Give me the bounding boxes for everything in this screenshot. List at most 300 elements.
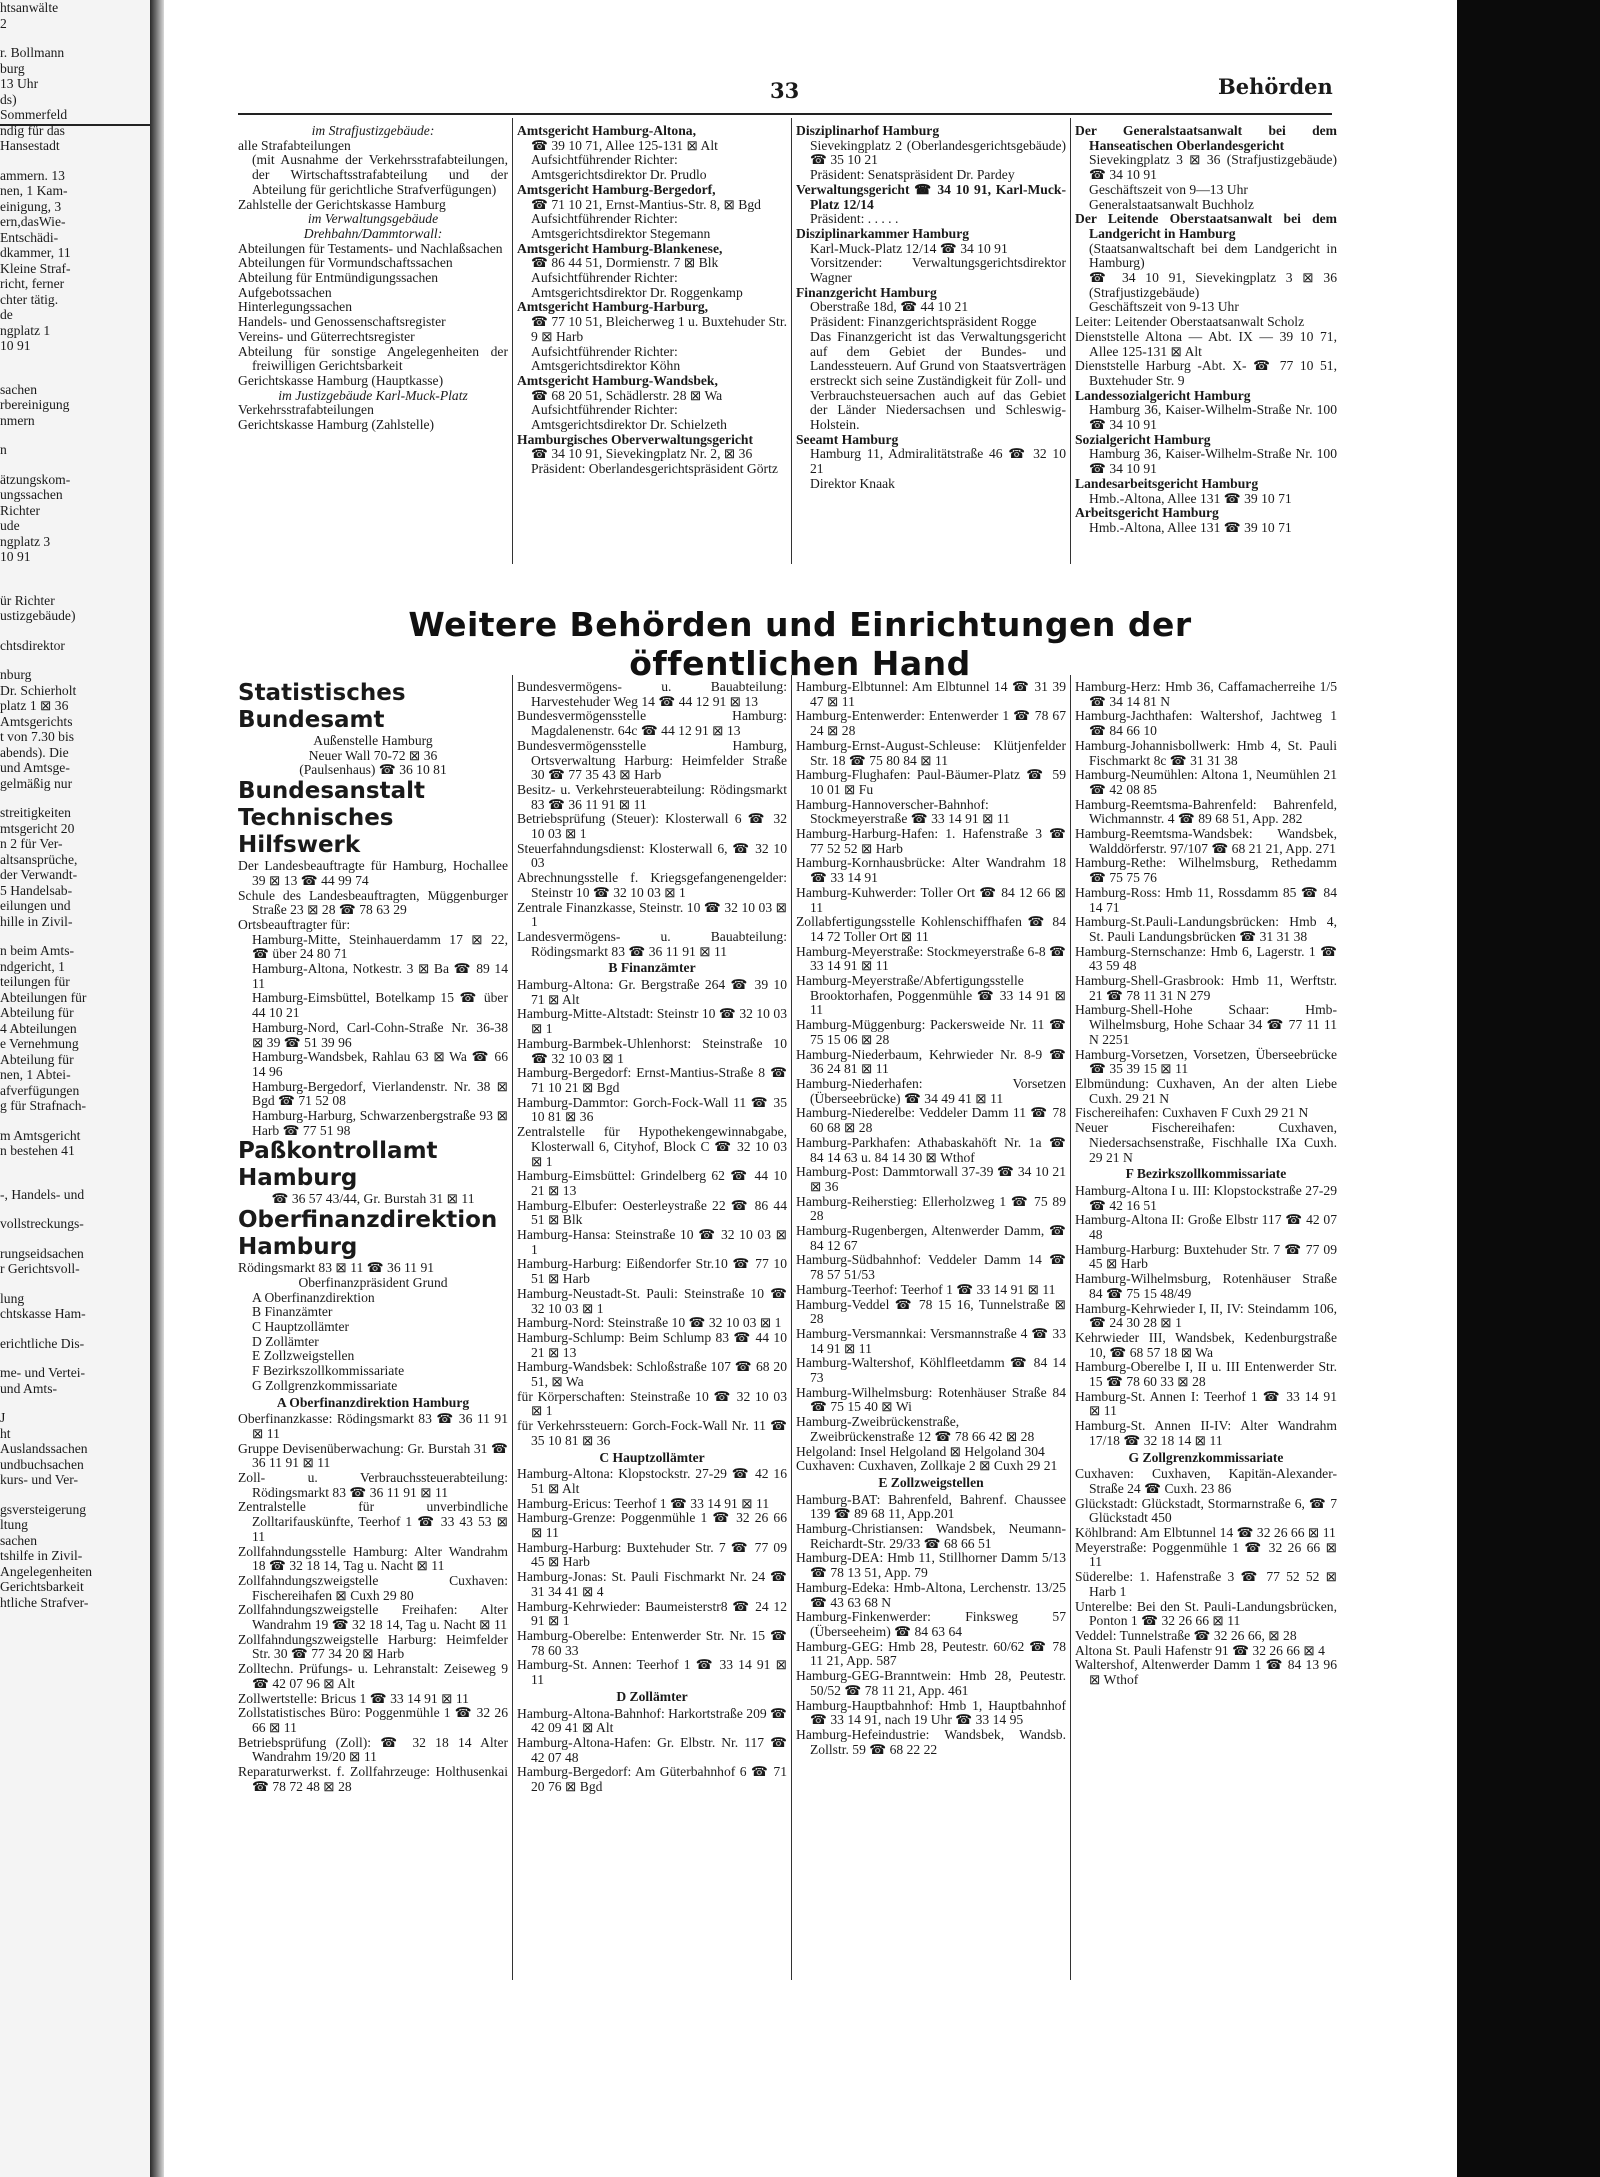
directory-entry: Hamburg-Hansa: Steinstraße 10 ☎ 32 10 03 ⊠ 1	[517, 1227, 787, 1257]
prev-page-line: 10 91	[0, 338, 31, 353]
directory-entry: Außenstelle Hamburg	[313, 733, 433, 748]
directory-entry: Hamburg-Harburg: Buxtehuder Str. 7 ☎ 77 09 45 ⊠ Harb	[1075, 1241, 1337, 1272]
directory-entry: Oberfinanzpräsident Grund	[298, 1274, 448, 1290]
directory-entry: Hinterlegungssachen	[238, 299, 353, 315]
directory-entry: Betriebsprüfung (Steuer): Klosterwall 6 ☎ 32 10 03 ⊠ 1	[517, 811, 787, 842]
directory-entry: Zoll- u. Verbrauchssteuerabteilung: Rödingsmarkt 83 ☎ 36 11 91 ⊠ 11	[238, 1470, 508, 1500]
top-column-1	[238, 124, 508, 564]
directory-entry: Generalstaatsanwalt Buchholz	[1089, 196, 1254, 212]
directory-entry: Aufsichtführender Richter:	[531, 402, 678, 418]
directory-entry: ☎ 77 10 51, Bleicherweg 1 u. Buxtehuder Str. 9 ⊠ Harb	[531, 314, 787, 344]
directory-entry: Zentralstelle für Hypothekengewinnabgabe, Klosterwall 6, Cityhof, Block C ☎ 32 10 03 ⊠ 1	[517, 1124, 787, 1169]
prev-page-line: Entschädi-	[0, 229, 59, 245]
directory-entry: Hamburg-Altona-Hafen: Gr. Elbstr. Nr. 117 ☎ 42 07 48	[517, 1734, 787, 1765]
directory-entry: Präsident: Finanzgerichtspräsident Rogge	[810, 314, 1037, 330]
prev-page-line	[0, 1351, 150, 1365]
directory-entry: Hamburg-Barmbek-Uhlenhorst: Steinstraße 10 ☎ 32 10 03 ⊠ 1	[517, 1035, 787, 1066]
prev-page-line: r Gerichtsvoll-	[0, 1261, 80, 1276]
prev-page-line: rungseidsachen	[0, 1245, 84, 1261]
entry-title: Amtsgericht Hamburg-Altona,	[517, 124, 696, 138]
prev-page-line: afverfügungen	[0, 1082, 80, 1098]
directory-entry: Gerichtskasse Hamburg (Hauptkasse)	[238, 372, 444, 388]
directory-entry: Helgoland: Insel Helgoland ⊠ Helgoland 304	[796, 1443, 1045, 1459]
directory-entry: B Finanzämter	[252, 1304, 333, 1320]
directory-entry: Abteilung für Entmündigungssachen	[238, 270, 439, 286]
prev-page-line	[0, 579, 150, 593]
prev-page-line: Abteilung für	[0, 1005, 74, 1020]
directory-entry: Hamburg-Nord, Carl-Cohn-Straße Nr. 36-38 ⊠ 39 ☎ 51 39 96	[252, 1019, 508, 1050]
directory-entry: (mit Ausnahme der Verkehrsstrafabteilungen, der Wirtschaftsstrafabteilung und der Abteilung für gerichtliche Strafverfügungen)	[252, 152, 508, 197]
prev-page-line: sachen	[0, 381, 37, 397]
directory-entry: Vorsitzender: Verwaltungsgerichtsdirektor Wagner	[810, 255, 1066, 286]
prev-page-line: tshilfe in Zivil-	[0, 1548, 83, 1563]
directory-entry: Zahlstelle der Gerichtskasse Hamburg	[238, 196, 446, 212]
prev-page-line	[0, 458, 150, 472]
prev-page-line: Dr. Schierholt	[0, 682, 77, 698]
prev-page-line: chtskasse Ham-	[0, 1306, 86, 1321]
directory-entry: Hamburg-Harburg-Hafen: 1. Hafenstraße 3 ☎ 77 52 52 ⊠ Harb	[796, 826, 1066, 856]
directory-entry: Hamburg-Reemtsma-Bahrenfeld: Bahrenfeld, Wichmannstr. 4 ☎ 89 68 51, App. 282	[1075, 796, 1337, 827]
prev-page-rule	[0, 124, 150, 126]
prev-page-line: chter tätig.	[0, 291, 59, 307]
prev-page-line: e Vernehmung	[0, 1036, 79, 1051]
directory-entry: Hamburg-Edeka: Hmb-Altona, Lerchenstr. 13/25 ☎ 43 63 68 N	[796, 1579, 1066, 1610]
directory-entry: ☎ 86 44 51, Dormienstr. 7 ⊠ Blk	[531, 255, 719, 271]
directory-entry: Hamburg-Wandsbek: Schloßstraße 107 ☎ 68 20 51, ⊠ Wa	[517, 1359, 787, 1390]
prev-page-line: nburg	[0, 667, 32, 682]
prev-page-line: ammern. 13	[0, 167, 65, 183]
prev-page-line	[0, 1114, 150, 1128]
subsection-heading: D Zollämter	[616, 1688, 688, 1704]
directory-entry: Hmb.-Altona, Allee 131 ☎ 39 10 71	[1089, 519, 1292, 535]
directory-entry: Hmb.-Altona, Allee 131 ☎ 39 10 71	[1089, 490, 1292, 506]
prev-page-line: 5 Handelsab-	[0, 882, 73, 898]
prev-page-line: abends). Die	[0, 744, 69, 760]
directory-entry: Hamburg-Johannisbollwerk: Hmb 4, St. Pauli Fischmarkt 8c ☎ 31 31 38	[1075, 737, 1337, 768]
prev-page-line: -, Handels- und	[0, 1186, 85, 1202]
directory-entry: Gruppe Devisenüberwachung: Gr. Burstah 31 ☎ 36 11 91 ⊠ 11	[238, 1440, 508, 1471]
directory-entry: Das Finanzgericht ist das Verwaltungsgericht auf dem Gebiet der Bundes- und Landessteuern. Auf Grund von Staatsverträgen erstreckt sich seine Zuständigkeit für Zoll- und Verbrauchsteuersachen auch auf das Gebiet der Länder Niedersachsen und Schleswig-Holstein.	[810, 328, 1066, 433]
directory-entry: ☎ 39 10 71, Allee 125-131 ⊠ Alt	[531, 137, 718, 153]
entry-title: Amtsgericht Hamburg-Harburg,	[517, 299, 709, 315]
directory-entry: Gerichtskasse Hamburg (Zahlstelle)	[238, 417, 435, 433]
directory-entry: Zentralstelle für unverbindliche Zolltarifauskünfte, Teerhof 1 ☎ 33 43 53 ⊠ 11	[238, 1499, 508, 1544]
directory-entry: Hamburg 36, Kaiser-Wilhelm-Straße Nr. 100 ☎ 34 10 91	[1089, 446, 1337, 477]
directory-entry: Steuerfahndungsdienst: Klosterwall 6, ☎ 32 10 03	[517, 840, 787, 871]
directory-entry: Zollstatistisches Büro: Poggenmühle 1 ☎ 32 26 66 ⊠ 11	[238, 1705, 508, 1735]
directory-entry: ☎ 34 10 91, Sievekingplatz Nr. 2, ⊠ 36	[531, 446, 753, 462]
directory-entry: Handels- und Genossenschaftsregister	[238, 314, 446, 330]
prev-page-line: altsansprüche,	[0, 851, 78, 867]
directory-entry: Hamburg-Waltershof, Köhlfleetdamm ☎ 84 14 73	[796, 1355, 1066, 1386]
directory-entry: Zollabfertigungsstelle Kohlenschiffhafen ☎ 84 14 72 Toller Ort ⊠ 11	[796, 914, 1066, 944]
scan-border	[1457, 0, 1600, 2177]
directory-entry: Hamburg-Müggenburg: Packersweide Nr. 11 ☎ 75 15 06 ⊠ 28	[796, 1017, 1066, 1047]
prev-page-line: 13 Uhr	[0, 76, 39, 91]
directory-entry: Hamburg-Schlump: Beim Schlump 83 ☎ 44 10 21 ⊠ 13	[517, 1329, 787, 1360]
directory-entry: Hamburg-Südbahnhof: Veddeler Damm 14 ☎ 78 57 51/53	[796, 1252, 1066, 1283]
directory-entry: Neuer Fischereihafen: Cuxhaven, Niedersachsenstraße, Fischhalle IXa Cuxh. 29 21 N	[1075, 1120, 1337, 1165]
directory-entry: Waltershof, Altenwerder Damm 1 ☎ 84 13 96 ⊠ Wthof	[1075, 1657, 1337, 1688]
prev-page-line: sachen	[0, 1532, 37, 1548]
directory-entry: Landesvermögens- u. Bauabteilung: Rödingsmarkt 83 ☎ 36 11 91 ⊠ 11	[517, 928, 787, 959]
directory-entry: (Paulsenhaus) ☎ 36 10 81	[299, 762, 447, 778]
directory-entry: E Zollzweigstellen	[252, 1348, 355, 1364]
directory-entry: Hamburg-Niederhafen: Vorsetzen (Überseebrücke) ☎ 34 49 41 ⊠ 11	[796, 1075, 1066, 1106]
prev-page-line: r. Bollmann	[0, 45, 65, 60]
directory-entry: Amtsgerichtsdirektor Dr. Schielzeth	[531, 417, 727, 433]
column-divider	[1070, 118, 1071, 564]
prev-page-line: 10 91	[0, 549, 31, 564]
directory-entry: Hamburg-Eimsbüttel, Botelkamp 15 ☎ über 44 10 21	[252, 990, 508, 1021]
directory-entry: Sievekingplatz 3 ⊠ 36 (Strafjustizgebäude) ☎ 34 10 91	[1089, 152, 1337, 183]
directory-entry: Hamburg-Veddel ☎ 78 15 16, Tunnelstraße ⊠ 28	[796, 1296, 1066, 1327]
organization-heading: Paßkontrollamt Hamburg	[238, 1138, 438, 1192]
directory-entry: Präsident: Oberlandesgerichtspräsident Görtz	[531, 461, 778, 477]
prev-page-line: nen, 1 Kam-	[0, 183, 68, 198]
prev-page-line: ätzungskom-	[0, 471, 71, 487]
subsection-heading: B Finanzämter	[608, 960, 696, 976]
prev-page-line: ndgericht, 1	[0, 958, 65, 974]
prev-page-line: g für Strafnach-	[0, 1098, 87, 1113]
directory-entry: Bundesvermögens- u. Bauabteilung: Harvestehuder Weg 14 ☎ 44 12 91 ⊠ 13	[517, 680, 787, 709]
directory-entry: Hamburg-Altona II: Große Elbstr 117 ☎ 42 07 48	[1075, 1212, 1337, 1243]
bottom-column-3	[796, 680, 1066, 1980]
directory-entry: Hamburg-Herz: Hmb 36, Caffamacherreihe 1/5 ☎ 34 14 81 N	[1075, 680, 1337, 709]
directory-entry: Hamburg-Shell-Hohe Schaar: Hmb-Wilhelmsburg, Hohe Schaar 34 ☎ 77 11 11 N 2251	[1075, 1002, 1337, 1047]
previous-page-fragment	[0, 0, 150, 2177]
prev-page-line: de	[0, 307, 13, 322]
prev-page-line: me- und Vertei-	[0, 1365, 86, 1380]
prev-page-line: einigung, 3	[0, 198, 62, 214]
directory-entry: Amtsgerichtsdirektor Köhn	[531, 358, 681, 374]
subsection-heading: A Oberfinanzdirektion Hamburg	[276, 1394, 470, 1410]
directory-entry: Hamburg 36, Kaiser-Wilhelm-Straße Nr. 100 ☎ 34 10 91	[1089, 402, 1337, 433]
directory-entry: Besitz- u. Verkehrsteuerabteilung: Rödingsmarkt 83 ☎ 36 11 91 ⊠ 11	[517, 781, 787, 812]
directory-entry: Hamburg-Bergedorf, Vierlandenstr. Nr. 38 ⊠ Bgd ☎ 71 52 08	[252, 1078, 508, 1109]
directory-entry: Unterelbe: Bei den St. Pauli-Landungsbrücken, Ponton 1 ☎ 32 26 66 ⊠ 11	[1075, 1598, 1337, 1629]
directory-entry: Hamburg-Meyerstraße: Stockmeyerstraße 6-8 ☎ 33 14 91 ⊠ 11	[796, 943, 1066, 974]
entry-title: Amtsgericht Hamburg-Blankenese,	[517, 240, 723, 256]
prev-page-line: ern,dasWie-	[0, 214, 66, 229]
directory-entry: Hamburg-Harburg, Schwarzenbergstraße 93 ⊠ Harb ☎ 77 51 98	[252, 1108, 508, 1138]
directory-entry: Hamburg-Elbufer: Oesterleystraße 22 ☎ 86 44 51 ⊠ Blk	[517, 1197, 787, 1228]
prev-page-line: und Amts-	[0, 1380, 58, 1396]
entry-title: Sozialgericht Hamburg	[1075, 431, 1211, 447]
prev-page-line: Auslandssachen	[0, 1441, 88, 1456]
directory-entry: A Oberfinanzdirektion	[252, 1289, 375, 1305]
directory-entry: ☎ 34 10 91, Sievekingplatz 3 ⊠ 36 (Strafjustizgebäude)	[1089, 270, 1337, 300]
prev-page-line: chtsdirektor	[0, 637, 65, 653]
directory-entry: Aufsichtführender Richter:	[531, 211, 678, 227]
top-column-2	[517, 124, 787, 564]
prev-page-line: ustizgebäude)	[0, 608, 76, 623]
directory-entry: Hamburg-Flughafen: Paul-Bäumer-Platz ☎ 59 10 01 ⊠ Fu	[796, 767, 1066, 797]
prev-page-line: Abteilung für	[0, 1051, 74, 1067]
prev-page-line: n 2 für Ver-	[0, 836, 63, 851]
prev-page-line: lung	[0, 1290, 25, 1306]
prev-page-line: ltung	[0, 1517, 28, 1532]
directory-entry: Hamburg-Reemtsma-Wandsbek: Wandsbek, Walddörferstr. 97/107 ☎ 68 21 21, App. 271	[1075, 826, 1337, 856]
directory-entry: Zollfahndungszweigstelle Cuxhaven: Fischereihafen ⊠ Cuxh 29 80	[238, 1572, 508, 1603]
directory-entry: Hamburg-Harburg: Buxtehuder Str. 7 ☎ 77 09 45 ⊠ Harb	[517, 1539, 787, 1570]
directory-entry: Der Landesbeauftragte für Hamburg, Hochallee 39 ⊠ 13 ☎ 44 99 74	[238, 858, 508, 888]
entry-title: Der Leitende Oberstaatsanwalt bei dem Landgericht in Hamburg	[1075, 211, 1337, 241]
directory-entry: Hamburg-Hauptbahnhof: Hmb 1, Hauptbahnhof ☎ 33 14 91, nach 19 Uhr ☎ 33 14 95	[796, 1697, 1066, 1728]
directory-entry: Hamburg-Post: Dammtorwall 37-39 ☎ 34 10 21 ⊠ 36	[796, 1164, 1066, 1194]
directory-entry: Hamburg-Niederbaum, Kehrwieder Nr. 8-9 ☎ 36 24 81 ⊠ 11	[796, 1046, 1066, 1077]
directory-entry: Hamburg-Sternschanze: Hmb 6, Lagerstr. 1 ☎ 43 59 48	[1075, 943, 1337, 974]
directory-entry: für Körperschaften: Steinstraße 10 ☎ 32 10 03 ⊠ 1	[517, 1388, 787, 1419]
directory-entry: Bundesvermögensstelle Hamburg, Ortsverwaltung Harburg: Heimfelder Straße 30 ☎ 77 35 43 ⊠ Harb	[517, 737, 787, 783]
directory-entry: Abteilungen für Testaments- und Nachlaßsachen	[238, 240, 503, 256]
directory-entry: Amtsgerichtsdirektor Stegemann	[531, 225, 711, 241]
column-divider	[512, 118, 513, 564]
directory-entry: Hamburg-Bergedorf: Am Güterbahnhof 6 ☎ 71 20 76 ⊠ Bgd	[517, 1764, 787, 1795]
organization-heading: Bundesanstalt Technisches Hilfswerk	[238, 778, 426, 859]
directory-entry: Hamburg-Kuhwerder: Toller Ort ☎ 84 12 66 ⊠ 11	[796, 884, 1066, 915]
prev-page-line: t von 7.30 bis	[0, 729, 75, 744]
prev-page-line: erichtliche Dis-	[0, 1335, 85, 1351]
prev-page-line: 2	[0, 15, 7, 31]
entry-title: Disziplinarkammer Hamburg	[796, 225, 970, 241]
directory-entry: ☎ 71 10 21, Ernst-Mantius-Str. 8, ⊠ Bgd	[531, 196, 761, 212]
prev-page-line: htliche Strafver-	[0, 1594, 89, 1610]
directory-entry: Cuxhaven: Cuxhaven, Kapitän-Alexander-Straße 24 ☎ Cuxh. 23 86	[1075, 1466, 1337, 1496]
directory-entry: Hamburg-Hefeindustrie: Wandsbek, Wandsb. Zollstr. 59 ☎ 68 22 22	[796, 1726, 1066, 1757]
directory-entry: Hamburg-St.Pauli-Landungsbrücken: Hmb 4, St. Pauli Landungsbrücken ☎ 31 31 38	[1075, 914, 1337, 944]
directory-entry: Hamburg-Wilhelmsburg: Rotenhäuser Straße 84 ☎ 75 15 40 ⊠ Wi	[796, 1384, 1066, 1415]
directory-entry: Geschäftszeit von 9—13 Uhr	[1089, 181, 1248, 197]
directory-entry: Altona St. Pauli Hafenstr 91 ☎ 32 26 66 ⊠ 4	[1075, 1642, 1325, 1658]
entry-title: Hamburgisches Oberverwaltungsgericht	[517, 431, 753, 447]
organization-heading: Statistisches Bundesamt	[238, 680, 406, 733]
directory-entry: Hamburg-Wilhelmsburg, Rotenhäuser Straße 84 ☎ 75 15 48/49	[1075, 1271, 1337, 1301]
entry-title: Landessozialgericht Hamburg	[1075, 387, 1251, 403]
directory-entry: alle Strafabteilungen	[238, 137, 351, 153]
directory-entry: Zollfahndungszweigstelle Harburg: Heimfelder Str. 30 ☎ 77 34 20 ⊠ Harb	[238, 1631, 508, 1662]
prev-page-line: m Amtsgericht	[0, 1127, 81, 1143]
directory-entry: Hamburg-Oberelbe I, II u. III Entenwerder Str. 15 ☎ 78 60 33 ⊠ 28	[1075, 1359, 1337, 1390]
directory-entry: Abteilung für sonstige Angelegenheiten der freiwilligen Gerichtsbarkeit	[238, 343, 508, 374]
directory-entry: Direktor Knaak	[810, 475, 895, 491]
prev-page-line	[0, 624, 150, 638]
prev-page-line	[0, 929, 150, 943]
directory-entry: Hamburg-Entenwerder: Entenwerder 1 ☎ 78 67 24 ⊠ 28	[796, 708, 1066, 739]
section-header: Behörden	[1218, 74, 1333, 99]
prev-page-line: nmern	[0, 412, 35, 428]
directory-entry: C Hauptzollämter	[252, 1318, 350, 1334]
directory-entry: Hamburg-Mitte-Altstadt: Steinstr 10 ☎ 32 10 03 ⊠ 1	[517, 1006, 787, 1037]
prev-page-line	[0, 1159, 150, 1173]
prev-page-line	[0, 368, 150, 382]
directory-entry: Kehrwieder III, Wandsbek, Kedenburgstraße 10, ☎ 68 57 18 ⊠ Wa	[1075, 1329, 1337, 1360]
directory-entry: Präsident: Senatspräsident Dr. Pardey	[810, 167, 1015, 183]
directory-entry: Hamburg-Ross: Hmb 11, Rossdamm 85 ☎ 84 14 71	[1075, 884, 1337, 915]
subsection-heading: F Bezirkszollkommissariate	[1125, 1166, 1287, 1182]
directory-entry: Hamburg-Eimsbüttel: Grindelberg 62 ☎ 44 10 21 ⊠ 13	[517, 1168, 787, 1198]
prev-page-line	[0, 565, 150, 579]
directory-entry: Hamburg-Versmannkai: Versmannstraße 4 ☎ 33 14 91 ⊠ 11	[796, 1325, 1066, 1356]
prev-page-line: n	[0, 442, 7, 457]
directory-entry: Hamburg-Rugenbergen, Altenwerder Damm, ☎ 84 12 67	[796, 1223, 1066, 1253]
directory-entry: Oberstraße 18d, ☎ 44 10 21	[810, 299, 969, 315]
prev-page-line: teilungen für	[0, 974, 70, 989]
directory-entry: Hamburg-Rethe: Wilhelmsburg, Rethedamm ☎ 75 75 76	[1075, 855, 1337, 886]
directory-entry: G Zollgrenzkommissariate	[252, 1377, 398, 1393]
directory-entry: Bundesvermögensstelle Hamburg: Magdalenenstr. 64c ☎ 44 12 91 ⊠ 13	[517, 708, 787, 739]
prev-page-line	[0, 1202, 150, 1216]
directory-entry: Hamburg-Altona, Notkestr. 3 ⊠ Ba ☎ 89 14 11	[252, 961, 508, 991]
column-divider	[791, 675, 792, 1980]
directory-entry: Hamburg-Niederelbe: Veddeler Damm 11 ☎ 78 60 68 ⊠ 28	[796, 1105, 1066, 1136]
prev-page-line	[0, 653, 150, 667]
directory-entry: Hamburg-Hannoverscher-Bahnhof: Stockmeyerstraße ☎ 33 14 91 ⊠ 11	[796, 796, 1010, 827]
top-column-4	[1075, 124, 1337, 564]
directory-entry: Oberfinanzkasse: Rödingsmarkt 83 ☎ 36 11 91 ⊠ 11	[238, 1411, 508, 1441]
directory-entry: Zollfahndungszweigstelle Freihafen: Alter Wandrahm 19 ☎ 32 18 14, Tag u. Nacht ⊠ 11	[238, 1602, 508, 1633]
directory-entry: Meyerstraße: Poggenmühle 1 ☎ 32 26 66 ⊠ 11	[1075, 1539, 1337, 1570]
directory-entry: Hamburg-GEG: Hmb 28, Peutestr. 60/62 ☎ 78 11 21, App. 587	[796, 1638, 1066, 1669]
directory-entry: Sievekingplatz 2 (Oberlandesgerichtsgebäude) ☎ 35 10 21	[810, 137, 1066, 168]
directory-entry: Hamburg-Ericus: Teerhof 1 ☎ 33 14 91 ⊠ 11	[517, 1495, 770, 1511]
directory-entry: Hamburg-Parkhafen: Athabaskahöft Nr. 1a ☎ 84 14 63 u. 84 14 30 ⊠ Wthof	[796, 1134, 1066, 1165]
bottom-column-4	[1075, 680, 1337, 1980]
prev-page-line: Richter	[0, 502, 41, 518]
prev-page-line: Abteilungen für	[0, 989, 87, 1005]
entry-title: Arbeitsgericht Hamburg	[1075, 505, 1219, 521]
column-divider	[791, 118, 792, 564]
prev-page-line: Amtsgerichts	[0, 713, 73, 729]
entry-title: Amtsgericht Hamburg-Bergedorf,	[517, 181, 716, 197]
entry-title: Der Generalstaatsanwalt bei dem Hanseatischen Oberlandesgericht	[1075, 124, 1337, 153]
prev-page-line: undbuchsachen	[0, 1456, 84, 1472]
prev-page-line: Sommerfeld	[0, 107, 68, 122]
directory-entry: Hamburg-St. Annen I: Teerhof 1 ☎ 33 14 91 ⊠ 11	[1075, 1388, 1337, 1419]
prev-page-line	[0, 1322, 150, 1336]
prev-page-line: dkammer, 11	[0, 245, 71, 260]
entry-title: Disziplinarhof Hamburg	[796, 124, 940, 138]
prev-page-line: und Amtsge-	[0, 760, 70, 775]
directory-entry: Neuer Wall 70-72 ⊠ 36	[308, 747, 438, 763]
entry-title: Amtsgericht Hamburg-Wandsbek,	[517, 372, 718, 388]
prev-page-line	[0, 428, 150, 442]
directory-entry: Zentrale Finanzkasse, Steinstr. 10 ☎ 32 10 03 ⊠ 1	[517, 899, 787, 930]
directory-entry: Hamburg-Wandsbek, Rahlau 63 ⊠ Wa ☎ 66 14 96	[252, 1049, 508, 1079]
prev-page-line: rbereinigung	[0, 397, 70, 412]
subsection-heading: E Zollzweigstellen	[878, 1474, 984, 1490]
directory-entry: Reparaturwerkst. f. Zollfahrzeuge: Holthusenkai ☎ 78 72 48 ⊠ 28	[238, 1764, 508, 1794]
directory-entry: Hamburg-Kehrwieder I, II, IV: Steindamm 106, ☎ 24 30 28 ⊠ 1	[1075, 1300, 1337, 1331]
directory-entry: (Staatsanwaltschaft bei dem Landgericht in Hamburg)	[1089, 240, 1337, 271]
bottom-column-2	[517, 680, 787, 1980]
column-divider	[512, 675, 513, 1980]
prev-page-line: Angelegenheiten	[0, 1563, 93, 1579]
top-column-3	[796, 124, 1066, 564]
entry-title: Finanzgericht Hamburg	[796, 284, 937, 300]
directory-entry: Abteilungen für Vormundschaftssachen	[238, 255, 453, 271]
directory-entry: Hamburg-Bergedorf: Ernst-Mantius-Straße 8 ☎ 71 10 21 ⊠ Bgd	[517, 1065, 787, 1095]
directory-entry: Aufsichtführender Richter:	[531, 270, 678, 286]
directory-entry: Verkehrsstrafabteilungen	[238, 402, 374, 418]
prev-page-line	[0, 31, 150, 45]
prev-page-line	[0, 791, 150, 805]
prev-page-line: Gerichtsbarkeit	[0, 1579, 84, 1594]
directory-entry: Zolltechn. Prüfungs- u. Lehranstalt: Zeiseweg 9 ☎ 42 07 96 ⊠ Alt	[238, 1661, 508, 1691]
directory-entry: Hamburg-Elbtunnel: Am Elbtunnel 14 ☎ 31 39 47 ⊠ 11	[796, 680, 1066, 709]
directory-entry: Geschäftszeit von 9-13 Uhr	[1089, 299, 1239, 315]
entry-title: Verwaltungsgericht ☎ 34 10 91, Karl-Muck-Platz 12/14	[796, 181, 1066, 212]
directory-entry: Amtsgerichtsdirektor Dr. Roggenkamp	[531, 284, 743, 300]
bottom-column-1	[238, 680, 508, 1980]
prev-page-line: vollstreckungs-	[0, 1216, 84, 1231]
prev-page-line	[0, 1488, 150, 1502]
directory-entry: Hamburg-Altona-Bahnhof: Harkortstraße 209 ☎ 42 09 41 ⊠ Alt	[517, 1705, 787, 1736]
directory-entry: Hamburg-Dammtor: Gorch-Fock-Wall 11 ☎ 35 10 81 ⊠ 36	[517, 1094, 787, 1125]
prev-page-line: kurs- und Ver-	[0, 1472, 79, 1487]
directory-entry: Hamburg-Neumühlen: Altona 1, Neumühlen 21 ☎ 42 08 85	[1075, 767, 1337, 797]
directory-entry: Hamburg 11, Admiralitätstraße 46 ☎ 32 10 21	[810, 446, 1066, 477]
prev-page-line: streitigkeiten	[0, 805, 71, 820]
directory-entry: Hamburg-Finkenwerder: Finksweg 57 (Überseeheim) ☎ 84 63 64	[796, 1609, 1066, 1639]
prev-page-line	[0, 1232, 150, 1246]
directory-entry: Hamburg-Reiherstieg: Ellerholzweg 1 ☎ 75 89 28	[796, 1193, 1066, 1224]
prev-page-line: Hansestadt	[0, 138, 60, 153]
directory-entry: Hamburg-Mitte, Steinhauerdamm 17 ⊠ 22, ☎ über 24 80 71	[252, 931, 508, 962]
directory-entry: Veddel: Tunnelstraße ☎ 32 26 66, ⊠ 28	[1075, 1628, 1297, 1643]
directory-entry: Hamburg-Christiansen: Wandsbek, Neumann-Reichardt-Str. 29/33 ☎ 68 66 51	[796, 1521, 1066, 1551]
directory-entry: Hamburg-Vorsetzen, Vorsetzen, Überseebrücke ☎ 35 39 15 ⊠ 11	[1075, 1046, 1337, 1077]
directory-entry: Aufsichtführender Richter:	[531, 152, 678, 168]
directory-entry: Hamburg-Shell-Grasbrook: Hmb 11, Werftstr. 21 ☎ 78 11 31 N 279	[1075, 973, 1337, 1003]
directory-entry: Hamburg-Zweibrückenstraße, Zweibrückenstraße 12 ☎ 78 66 42 ⊠ 28	[796, 1414, 1035, 1444]
directory-entry: im Strafjustizgebäude:	[311, 124, 435, 138]
prev-page-line: burg	[0, 60, 25, 76]
subsection-heading: G Zollgrenzkommissariate	[1128, 1449, 1284, 1465]
entry-title: Landesarbeitsgericht Hamburg	[1075, 475, 1259, 491]
prev-page-line: htsanwälte	[0, 0, 59, 15]
prev-page-line	[0, 1396, 150, 1410]
prev-page-line: n bestehen 41	[0, 1143, 75, 1158]
directory-entry: Köhlbrand: Am Elbtunnel 14 ☎ 32 26 66 ⊠ 11	[1075, 1525, 1336, 1541]
directory-entry: Hamburg-Teerhof: Teerhof 1 ☎ 33 14 91 ⊠ 11	[796, 1281, 1056, 1297]
directory-entry: Hamburg-Oberelbe: Entenwerder Str. Nr. 15 ☎ 78 60 33	[517, 1628, 787, 1658]
prev-page-line: ungssachen	[0, 487, 63, 502]
organization-heading: Oberfinanzdirektion Hamburg	[238, 1207, 498, 1261]
column-divider	[1070, 675, 1071, 1980]
directory-entry: Hamburg-GEG-Branntwein: Hmb 28, Peutestr. 50/52 ☎ 78 11 21, App. 461	[796, 1668, 1066, 1698]
directory-entry: Dienststelle Altona — Abt. IX — 39 10 71, Allee 125-131 ⊠ Alt	[1075, 328, 1337, 359]
directory-entry: Hamburg-Altona: Gr. Bergstraße 264 ☎ 39 10 71 ⊠ Alt	[517, 977, 787, 1007]
prev-page-line: platz 1 ⊠ 36	[0, 698, 69, 713]
directory-entry: Hamburg-Altona I u. III: Klopstockstraße 27-29 ☎ 42 16 51	[1075, 1182, 1337, 1213]
prev-page-line: nen, 1 Abtei-	[0, 1067, 71, 1082]
directory-entry: Fischereihafen: Cuxhaven F Cuxh 29 21 N	[1075, 1105, 1309, 1121]
directory-entry: Leiter: Leitender Oberstaatsanwalt Scholz	[1075, 314, 1305, 330]
directory-entry: Vereins- und Güterrechtsregister	[238, 328, 415, 344]
prev-page-line: gelmäßig nur	[0, 775, 73, 791]
prev-page-line: ngplatz 3	[0, 533, 51, 549]
prev-page-line	[0, 354, 150, 368]
directory-entry: Hamburg-Jonas: St. Pauli Fischmarkt Nr. 24 ☎ 31 34 41 ⊠ 4	[517, 1569, 787, 1599]
directory-entry: Aufsichtführender Richter:	[531, 343, 678, 359]
directory-entry: Betriebsprüfung (Zoll): ☎ 32 18 14 Alter Wandrahm 19/20 ⊠ 11	[238, 1734, 508, 1765]
main-heading: Weitere Behörden und Einrichtungen der öffentlichen Hand	[408, 605, 1192, 683]
directory-entry: Abrechnungsstelle f. Kriegsgefangenengelder: Steinstr 10 ☎ 32 10 03 ⊠ 1	[517, 870, 787, 900]
header-rule	[238, 113, 1332, 115]
prev-page-line: ude	[0, 518, 20, 533]
directory-entry: D Zollämter	[252, 1333, 319, 1349]
